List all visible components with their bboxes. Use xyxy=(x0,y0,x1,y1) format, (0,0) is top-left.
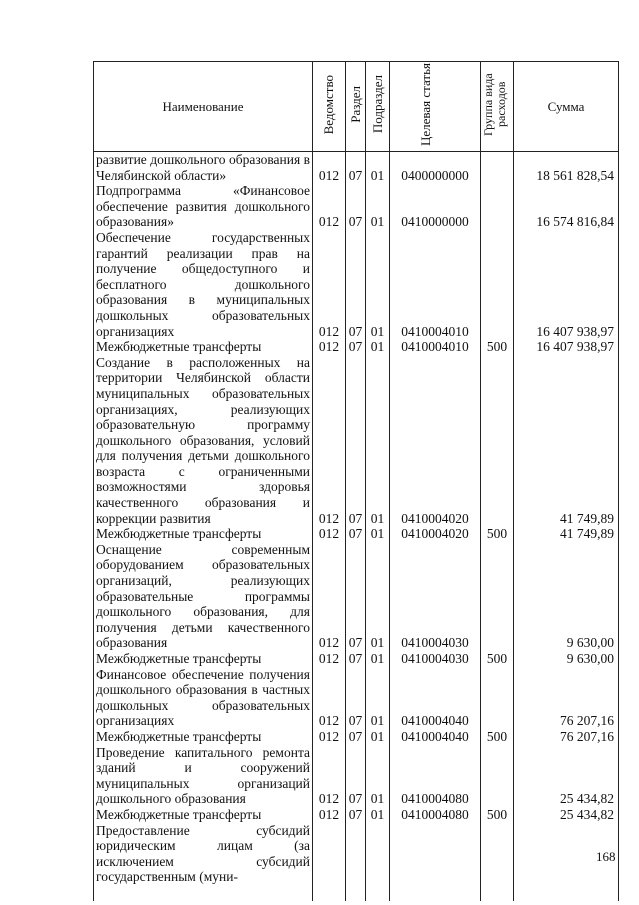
cell-grp xyxy=(481,183,514,230)
cell-name: Подпрограмма «Финансовое обеспечение развития дошкольного образования» xyxy=(94,183,313,230)
cell-name: Проведение капитального ремонта зданий и сооружений муниципальных организаций дошкольного образования xyxy=(94,745,313,807)
table-row xyxy=(94,542,619,651)
cell-ved: 012 xyxy=(313,745,346,807)
cell-razd: 07 xyxy=(346,667,366,729)
cell-grp xyxy=(481,230,514,339)
table-row xyxy=(94,355,619,527)
cell-cel: 0410004040 xyxy=(390,729,481,745)
cell-sum: 25 434,82 xyxy=(514,807,619,823)
cell-podr: 01 xyxy=(366,230,390,339)
cell-sum: 76 207,16 xyxy=(514,729,619,745)
header-summa: Сумма xyxy=(514,62,619,152)
cell-podr: 01 xyxy=(366,807,390,823)
cell-cel: 0410004010 xyxy=(390,339,481,355)
cell-podr: 01 xyxy=(366,651,390,667)
cell-name: Межбюджетные трансферты xyxy=(94,729,313,745)
table-body xyxy=(94,152,619,901)
cell-name: Создание в расположенных на территории Челябинской области муниципальных образовательных организациях, реализующих образовательную программу дошкольного образования, условий для получения детьми дошкольного возраста с ограниченными возможностями здоровья качественного образования и коррекции развития xyxy=(94,355,313,527)
table-row xyxy=(94,807,619,823)
cell-grp xyxy=(481,152,514,184)
table-row xyxy=(94,823,619,901)
cell-razd: 07 xyxy=(346,745,366,807)
cell-name: Межбюджетные трансферты xyxy=(94,807,313,823)
table-row xyxy=(94,230,619,339)
cell-podr: 01 xyxy=(366,745,390,807)
cell-sum: 41 749,89 xyxy=(514,355,619,527)
cell-podr: 01 xyxy=(366,339,390,355)
cell-grp: 500 xyxy=(481,729,514,745)
cell-ved: 012 xyxy=(313,526,346,542)
header-razdel: Раздел xyxy=(346,62,366,152)
table-row xyxy=(94,745,619,807)
header-vedomstvo: Ведомство xyxy=(313,62,346,152)
cell-name: Обеспечение государственных гарантий реализации прав на получение общедоступного и бесплатного дошкольного образования в муниципальных дошкольных образовательных организациях xyxy=(94,230,313,339)
cell-podr xyxy=(366,823,390,901)
cell-cel: 0410004010 xyxy=(390,230,481,339)
cell-razd: 07 xyxy=(346,651,366,667)
cell-razd: 07 xyxy=(346,355,366,527)
cell-ved: 012 xyxy=(313,542,346,651)
cell-sum: 9 630,00 xyxy=(514,651,619,667)
cell-name: Межбюджетные трансферты xyxy=(94,339,313,355)
cell-cel: 0410004020 xyxy=(390,526,481,542)
cell-grp: 500 xyxy=(481,651,514,667)
cell-cel: 0410004080 xyxy=(390,745,481,807)
cell-ved: 012 xyxy=(313,339,346,355)
cell-cel: 0410004040 xyxy=(390,667,481,729)
cell-grp: 500 xyxy=(481,526,514,542)
cell-podr: 01 xyxy=(366,183,390,230)
cell-grp xyxy=(481,542,514,651)
cell-ved: 012 xyxy=(313,183,346,230)
cell-podr: 01 xyxy=(366,667,390,729)
header-gruppa: Группа вида расходов xyxy=(481,62,514,152)
cell-sum: 76 207,16 xyxy=(514,667,619,729)
header-celevaya: Целевая статья xyxy=(390,62,481,152)
cell-grp: 500 xyxy=(481,339,514,355)
budget-table xyxy=(93,61,619,901)
cell-sum: 41 749,89 xyxy=(514,526,619,542)
cell-cel: 0410004030 xyxy=(390,542,481,651)
cell-ved: 012 xyxy=(313,667,346,729)
cell-sum: 16 574 816,84 xyxy=(514,183,619,230)
cell-grp: 500 xyxy=(481,807,514,823)
cell-razd: 07 xyxy=(346,542,366,651)
cell-grp xyxy=(481,823,514,901)
cell-cel: 0400000000 xyxy=(390,152,481,184)
cell-razd: 07 xyxy=(346,526,366,542)
table-row xyxy=(94,667,619,729)
cell-sum: 18 561 828,54 xyxy=(514,152,619,184)
cell-name: Межбюджетные трансферты xyxy=(94,651,313,667)
header-name: Наименование xyxy=(94,62,313,152)
cell-podr: 01 xyxy=(366,542,390,651)
cell-ved: 012 xyxy=(313,807,346,823)
table-row xyxy=(94,651,619,667)
cell-ved: 012 xyxy=(313,355,346,527)
cell-sum: 25 434,82 xyxy=(514,745,619,807)
cell-grp xyxy=(481,355,514,527)
cell-name: развитие дошкольного образования в Челябинской области» xyxy=(94,152,313,184)
table-header-row xyxy=(94,62,619,152)
cell-cel xyxy=(390,823,481,901)
table-row xyxy=(94,526,619,542)
cell-podr: 01 xyxy=(366,355,390,527)
cell-sum: 16 407 938,97 xyxy=(514,230,619,339)
cell-cel: 0410000000 xyxy=(390,183,481,230)
cell-ved: 012 xyxy=(313,651,346,667)
cell-cel: 0410004080 xyxy=(390,807,481,823)
cell-razd: 07 xyxy=(346,230,366,339)
cell-podr: 01 xyxy=(366,729,390,745)
table-row xyxy=(94,183,619,230)
cell-razd: 07 xyxy=(346,339,366,355)
table-row xyxy=(94,729,619,745)
table-row xyxy=(94,152,619,184)
cell-ved xyxy=(313,823,346,901)
cell-razd: 07 xyxy=(346,183,366,230)
cell-name: Финансовое обеспечение получения дошкольного образования в частных дошкольных образовательных организациях xyxy=(94,667,313,729)
cell-ved: 012 xyxy=(313,230,346,339)
table-row xyxy=(94,339,619,355)
cell-razd: 07 xyxy=(346,807,366,823)
cell-sum: 16 407 938,97 xyxy=(514,339,619,355)
cell-name: Оснащение современным оборудованием образовательных организаций, реализующих образовательные программы дошкольного образования, для получения детьми качественного образования xyxy=(94,542,313,651)
cell-ved: 012 xyxy=(313,152,346,184)
cell-sum: 9 630,00 xyxy=(514,542,619,651)
cell-razd: 07 xyxy=(346,729,366,745)
page-number: 168 xyxy=(596,849,616,864)
cell-cel: 0410004030 xyxy=(390,651,481,667)
cell-grp xyxy=(481,667,514,729)
cell-razd: 07 xyxy=(346,152,366,184)
cell-grp xyxy=(481,745,514,807)
cell-cel: 0410004020 xyxy=(390,355,481,527)
cell-name: Предоставление субсидий юридическим лицам (за исключением субсидий государственным (муни- xyxy=(94,823,313,901)
cell-podr: 01 xyxy=(366,152,390,184)
header-podrazdel: Подраздел xyxy=(366,62,390,152)
cell-name: Межбюджетные трансферты xyxy=(94,526,313,542)
cell-podr: 01 xyxy=(366,526,390,542)
cell-ved: 012 xyxy=(313,729,346,745)
cell-razd xyxy=(346,823,366,901)
